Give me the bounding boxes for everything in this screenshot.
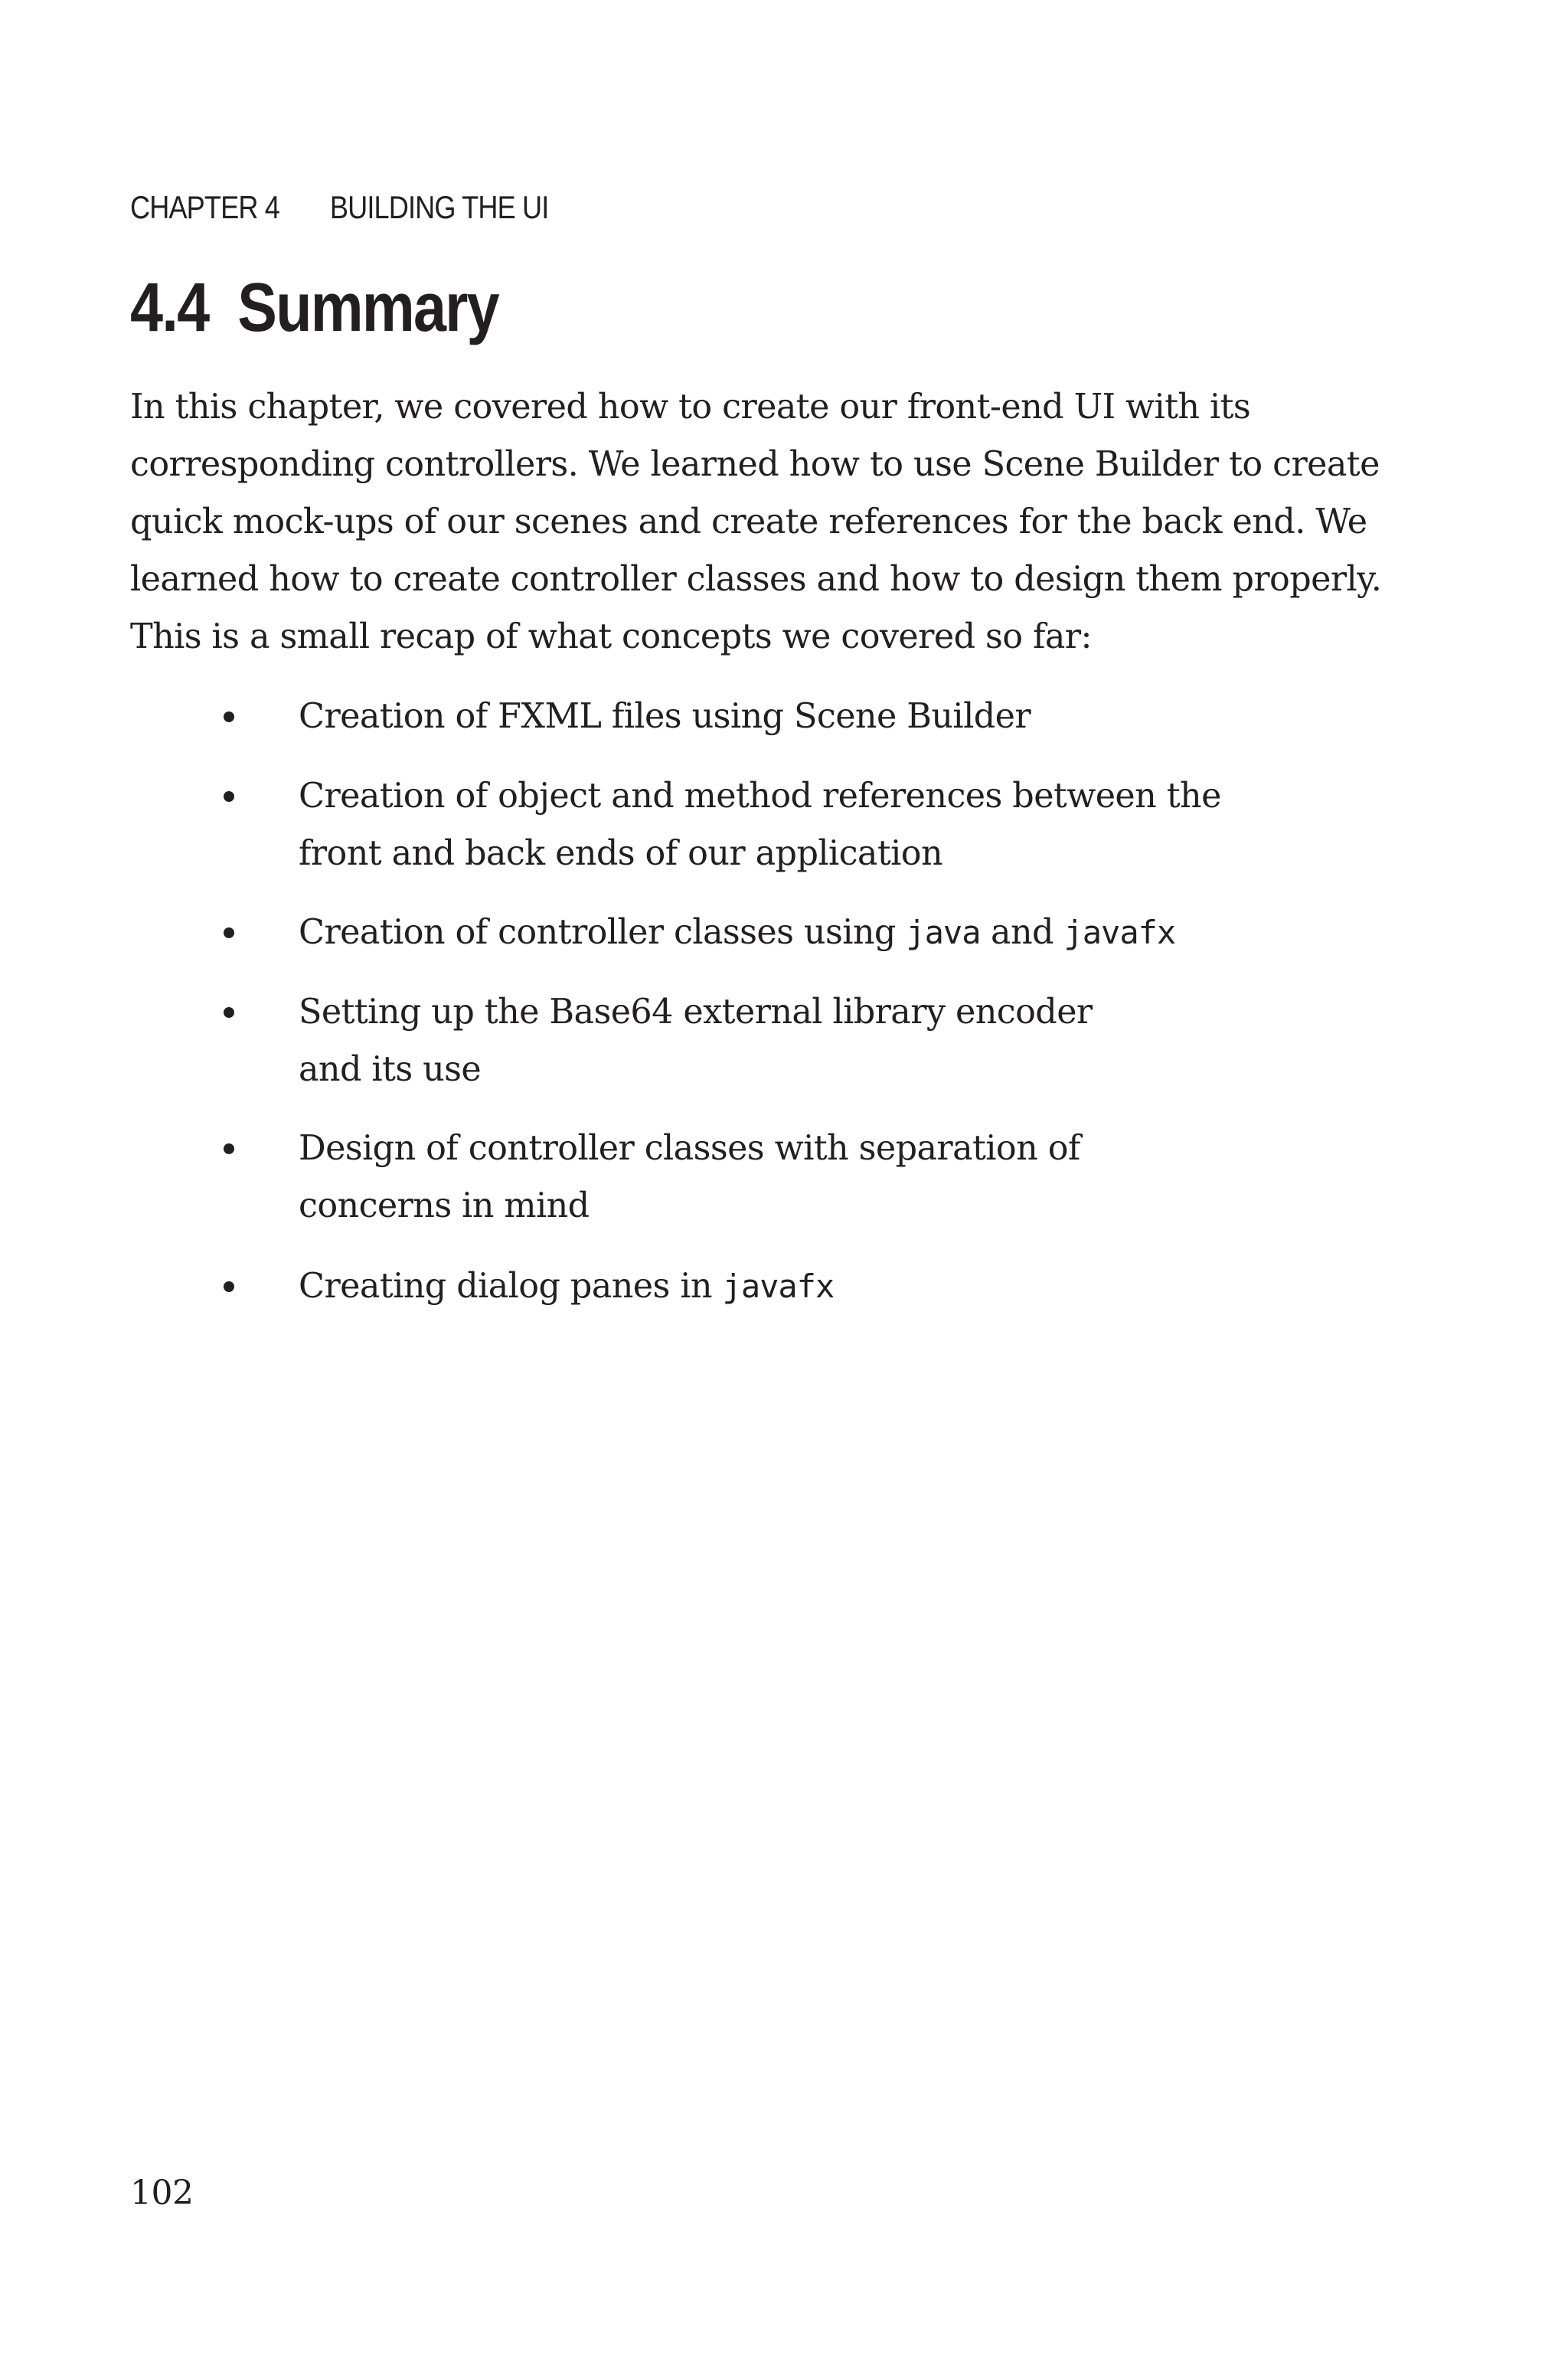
chapter-title: BUILDING THE UI xyxy=(329,189,549,225)
section-title: Summary xyxy=(237,270,499,346)
paragraph-line: learned how to create controller classes and how to design them properly. xyxy=(130,560,1382,599)
list-item-text xyxy=(299,688,1031,745)
chapter-label: CHAPTER 4 xyxy=(130,189,279,225)
list-item-text xyxy=(299,983,1093,1098)
list-item-line: concerns in mind xyxy=(299,1186,590,1225)
bullet-icon xyxy=(224,1007,234,1018)
page-number: 102 xyxy=(130,2174,194,2213)
list-item-line: and its use xyxy=(299,1050,482,1089)
list-item-line: Creation of object and method references between the xyxy=(299,777,1221,816)
list-item-text-middle: and xyxy=(980,913,1064,952)
paragraph-line: corresponding controllers. We learned how to use Scene Builder to create xyxy=(130,445,1380,484)
bullet-icon xyxy=(224,1143,234,1154)
code-java: java xyxy=(906,914,981,951)
paragraph-line: quick mock-ups of our scenes and create references for the back end. We xyxy=(130,502,1367,541)
list-item-text xyxy=(299,1258,834,1315)
list-item-line: front and back ends of our application xyxy=(299,834,943,873)
running-head xyxy=(130,188,548,227)
bullet-icon xyxy=(224,927,234,938)
section-heading xyxy=(130,268,498,348)
list-item-line xyxy=(299,1258,834,1315)
list-item-line: Creation of FXML files using Scene Builder xyxy=(299,697,1031,736)
code-javafx: javafx xyxy=(722,1268,835,1305)
list-item-text xyxy=(299,904,1175,961)
list-item-line: Design of controller classes with separation of xyxy=(299,1129,1080,1168)
paragraph-line: This is a small recap of what concepts we covered so far: xyxy=(130,617,1092,656)
list-item-text-before: Creating dialog panes in xyxy=(299,1267,723,1306)
list-item-text xyxy=(299,767,1221,882)
list-item-text xyxy=(299,1120,1080,1235)
bullet-icon xyxy=(224,711,234,722)
code-javafx: javafx xyxy=(1063,914,1176,951)
paragraph-line: In this chapter, we covered how to create our front-end UI with its xyxy=(130,388,1251,427)
list-item-line xyxy=(299,904,1175,961)
summary-paragraph xyxy=(130,378,1386,666)
section-number: 4.4 xyxy=(130,270,209,346)
bullet-icon xyxy=(224,1281,234,1292)
list-item-line: Setting up the Base64 external library encoder xyxy=(299,993,1093,1032)
bullet-icon xyxy=(224,791,234,802)
list-item-text-before: Creation of controller classes using xyxy=(299,913,906,952)
